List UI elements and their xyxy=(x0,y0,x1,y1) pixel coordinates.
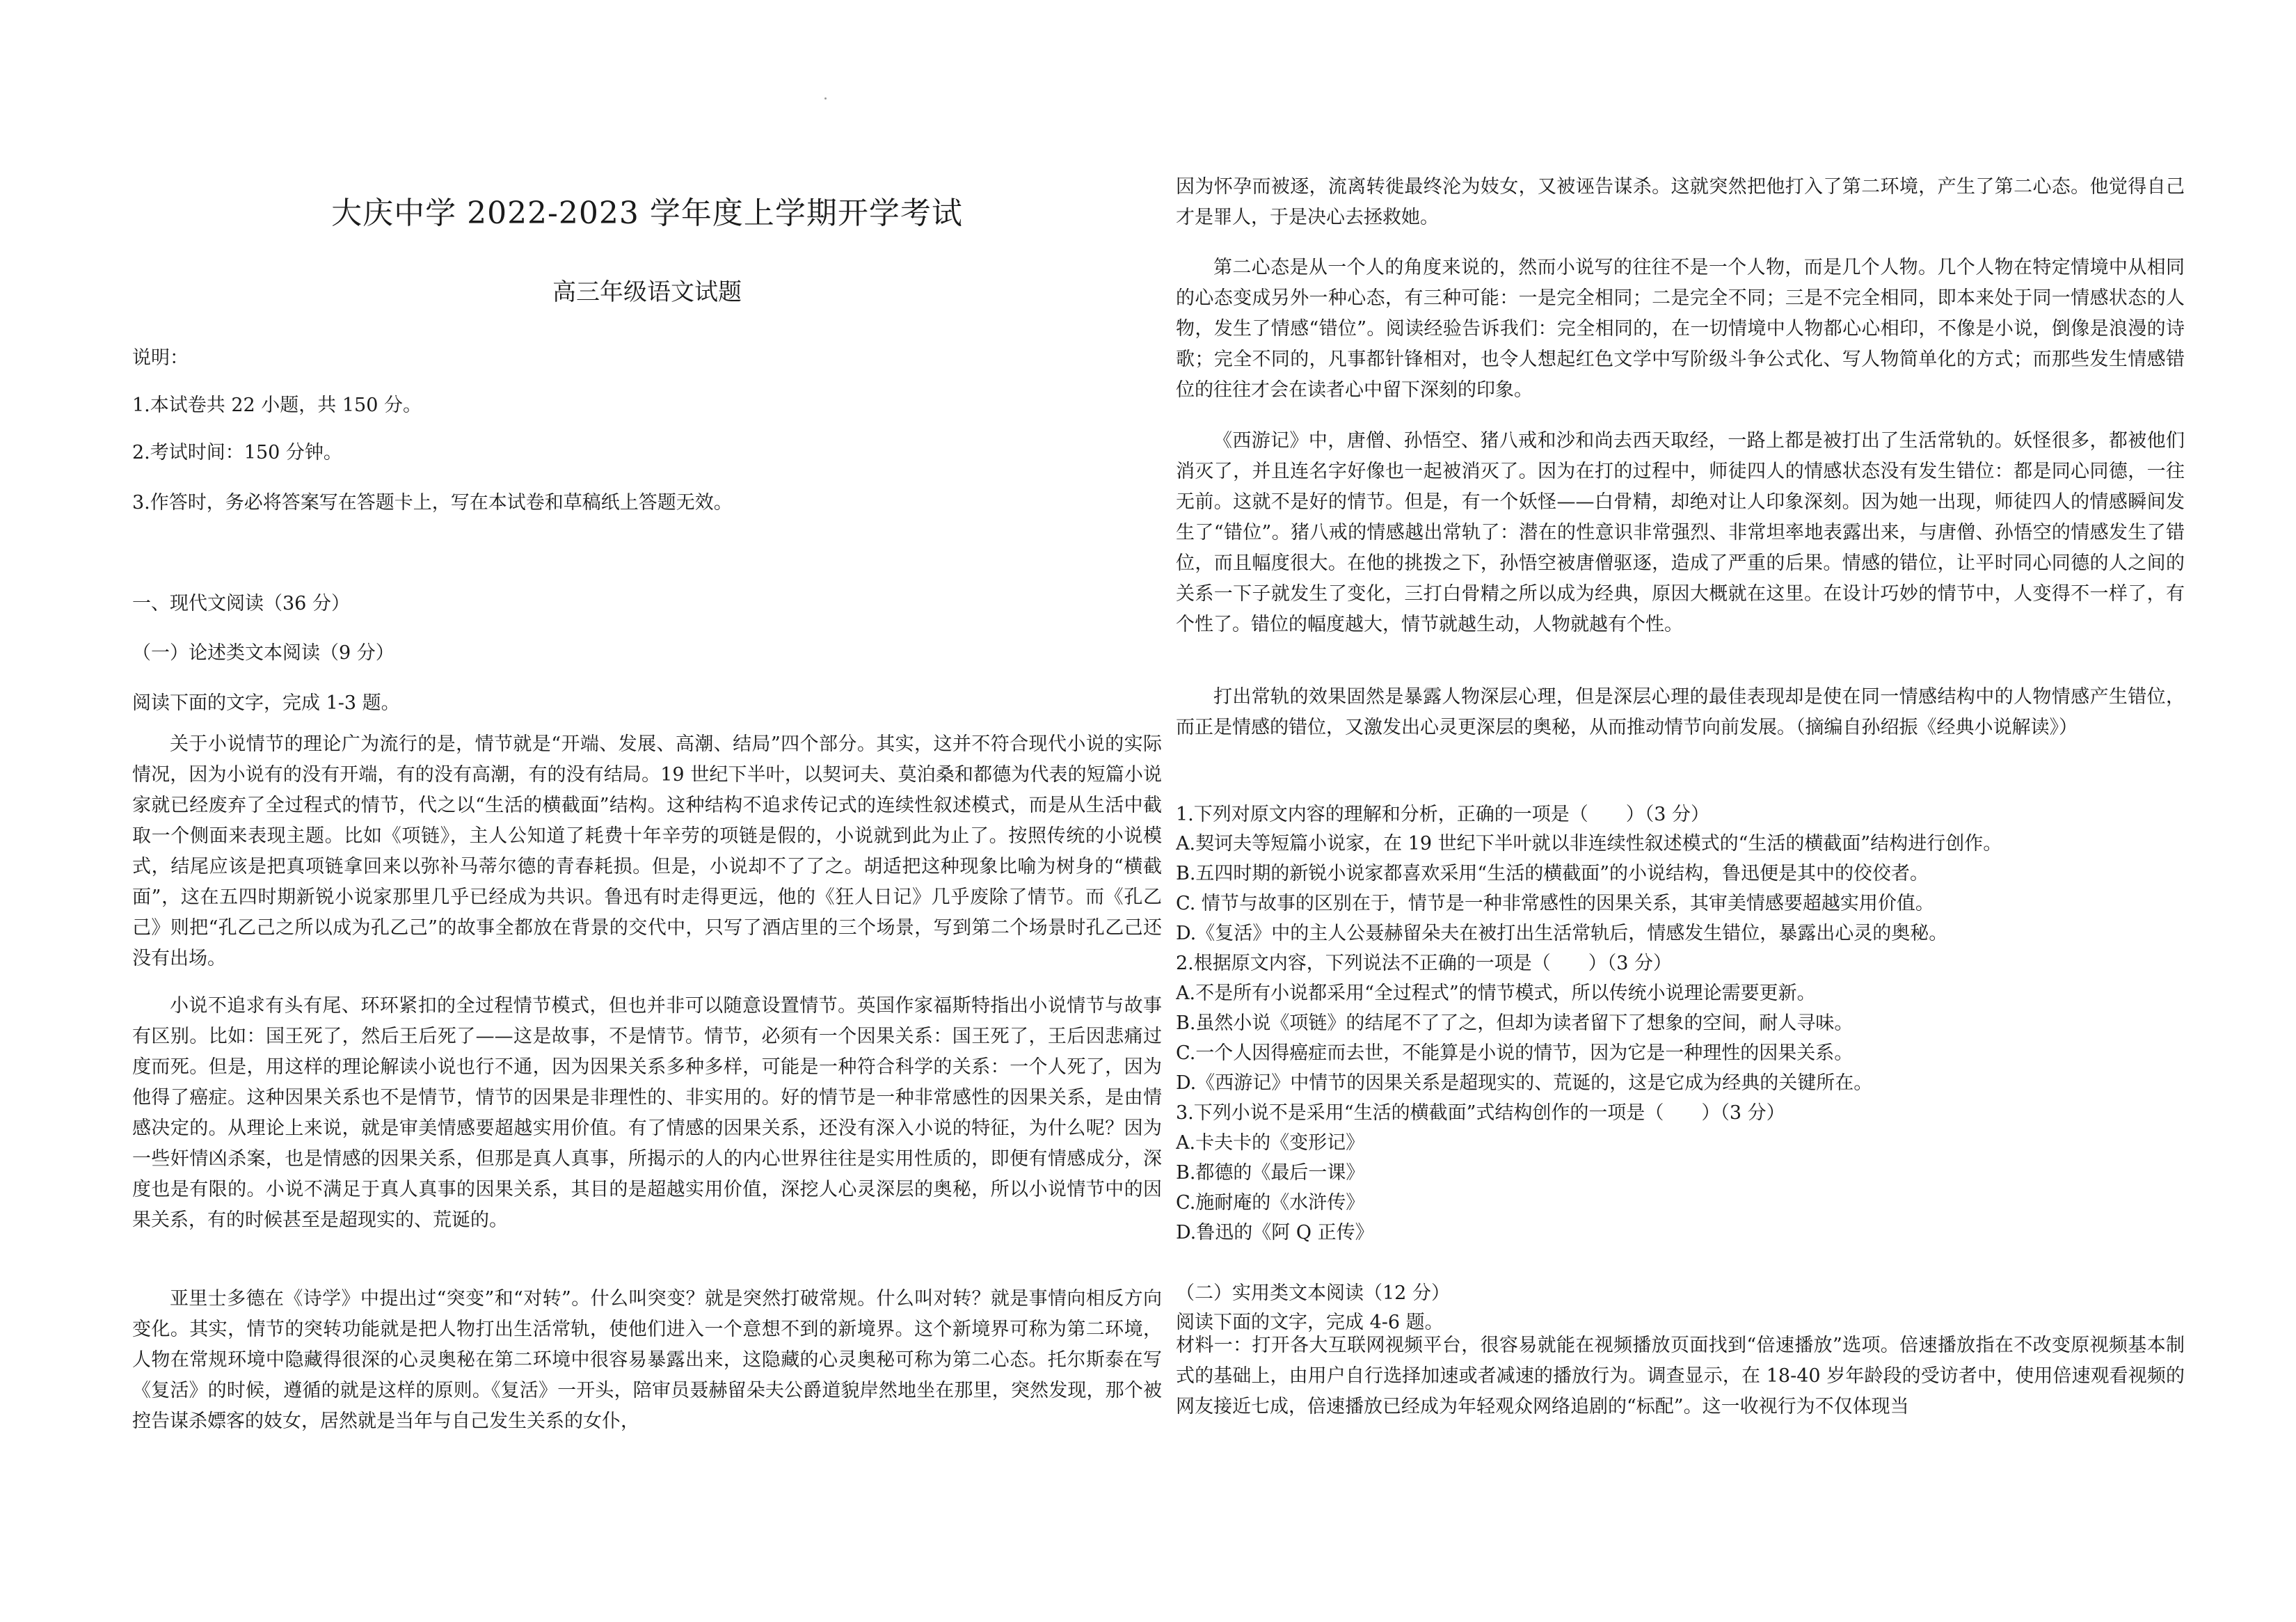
question-option: B.五四时期的新锐小说家都喜欢采用“生活的横截面”的小说结构，鲁迅便是其中的佼佼者。 xyxy=(1176,863,1929,884)
exam-subtitle: 高三年级语文试题 xyxy=(552,278,742,306)
question-option: C.施耐庵的《水浒传》 xyxy=(1176,1192,1365,1214)
question-option: A.契诃夫等短篇小说家，在 19 世纪下半叶就以非连续性叙述模式的“生活的横截面”结构进行创作。 xyxy=(1176,833,2002,854)
instruction-item: 2.考试时间：150 分钟。 xyxy=(132,442,342,463)
part-heading: （一）论述类文本阅读（9 分） xyxy=(132,642,394,664)
instruction-item: 3.作答时，务必将答案写在答题卡上，写在本试卷和草稿纸上答题无效。 xyxy=(132,492,733,514)
reading-prompt: 阅读下面的文字，完成 1-3 题。 xyxy=(132,692,400,714)
question-option: B.虽然小说《项链》的结尾不了了之，但却为读者留下了想象的空间，耐人寻味。 xyxy=(1176,1012,1853,1034)
question-option: C.一个人因得癌症而去世，不能算是小说的情节，因为它是一种理性的因果关系。 xyxy=(1176,1042,1853,1064)
question-option: D.《西游记》中情节的因果关系是超现实的、荒诞的，这是它成为经典的关键所在。 xyxy=(1176,1072,1873,1094)
question-option: A.卡夫卡的《变形记》 xyxy=(1176,1132,1365,1154)
passage-paragraph: 因为怀孕而被逐，流离转徙最终沦为妓女，又被诬告谋杀。这就突然把他打入了第二环境，产生了第二心态。他觉得自己才是罪人，于是决心去拯救她。 xyxy=(1176,176,2185,228)
question-stem: 3.下列小说不是采用“生活的横截面”式结构创作的一项是（ ）（3 分） xyxy=(1176,1102,1785,1124)
exam-title: 大庆中学 2022-2023 学年度上学期开学考试 xyxy=(331,196,963,231)
section-heading: 一、现代文阅读（36 分） xyxy=(132,593,350,614)
question-stem: 1.下列对原文内容的理解和分析，正确的一项是（ ）（3 分） xyxy=(1176,804,1710,825)
question-option: D.《复活》中的主人公聂赫留朵夫在被打出生活常轨后，情感发生错位，暴露出心灵的奥秘。 xyxy=(1176,923,1948,944)
question-option: D.鲁迅的《阿 Q 正传》 xyxy=(1176,1222,1374,1243)
passage-paragraph: 小说不追求有头有尾、环环紧扣的全过程情节模式，但也并非可以随意设置情节。英国作家福斯特指出小说情节与故事有区别。比如：国王死了，然后王后死了——这是故事，不是情节。情节，必须有一个因果关系：国王死了，王后因悲痛过度而死。但是，用这样的理论解读小说也行不通，因为因果关系多种多样，可能是一种符合科学的关系：一个人死了，因为他得了癌症。这种因果关系也不是情节，情节的因果是非理性的、非实用的。好的情节是一种非常感性的因果关系，是由情感决定的。从理论上来说，就是审美情感要超越实用价值。有了情感的因果关系，还没有深入小说的特征，为什么呢？因为一些奸情凶杀案，也是情感的因果关系，但那是真人真事，所揭示的人的内心世界往往是实用性质的，即便有情感成分，深度也是有限的。小说不满足于真人真事的因果关系，其目的是超越实用价值，深挖人心灵深层的奥秘，所以小说情节中的因果关系，有的时候甚至是超现实的、荒诞的。 xyxy=(132,995,1162,1231)
material-paragraph: 材料一：打开各大互联网视频平台，很容易就能在视频播放页面找到“倍速播放”选项。倍速播放指在不改变原视频基本制式的基础上，由用户自行选择加速或者减速的播放行为。调查显示，在 18-40 岁年龄段的受访者中，使用倍速观看视频的网友接近七成，倍速播放已经成为年轻观众网络追剧的“标配”。这一收视行为不仅体现当 xyxy=(1176,1335,2185,1417)
instructions-heading: 说明： xyxy=(132,347,189,369)
question-option: B.都德的《最后一课》 xyxy=(1176,1162,1365,1184)
passage-paragraph: 亚里士多德在《诗学》中提出过“突变”和“对转”。什么叫突变？就是突然打破常规。什么叫对转？就是事情向相反方向变化。其实，情节的突转功能就是把人物打出生活常轨，使他们进入一个意想不到的新境界。这个新境界可称为第二环境，人物在常规环境中隐藏得很深的心灵奥秘在第二环境中很容易暴露出来，这隐藏的心灵奥秘可称为第二心态。托尔斯泰在写《复活》的时候，遵循的就是这样的原则。《复活》一开头，陪审员聂赫留朵夫公爵道貌岸然地坐在那里，突然发现，那个被控告谋杀嫖客的妓女，居然就是当年与自己发生关系的女仆， xyxy=(132,1288,1162,1432)
reading-prompt: 阅读下面的文字，完成 4-6 题。 xyxy=(1176,1312,1444,1333)
scan-speck xyxy=(824,97,827,100)
passage-paragraph: 《西游记》中，唐僧、孙悟空、猪八戒和沙和尚去西天取经，一路上都是被打出了生活常轨的。妖怪很多，都被他们消灭了，并且连名字好像也一起被消灭了。因为在打的过程中，师徒四人的情感状态没有发生错位：都是同心同德，一往无前。这就不是好的情节。但是，有一个妖怪——白骨精，却绝对让人印象深刻。因为她一出现，师徒四人的情感瞬间发生了“错位”。猪八戒的情感越出常轨了：潜在的性意识非常强烈、非常坦率地表露出来，与唐僧、孙悟空的情感发生了错位，而且幅度很大。在他的挑拨之下，孙悟空被唐僧驱逐，造成了严重的后果。情感的错位，让平时同心同德的人之间的关系一下子就发生了变化，三打白骨精之所以成为经典，原因大概就在这里。在设计巧妙的情节中，人变得不一样了，有个性了。错位的幅度越大，情节就越生动，人物就越有个性。 xyxy=(1176,430,2185,635)
question-option: A.不是所有小说都采用“全过程式”的情节模式，所以传统小说理论需要更新。 xyxy=(1176,983,1816,1004)
passage-paragraph: 打出常轨的效果固然是暴露人物深层心理，但是深层心理的最佳表现却是使在同一情感结构中的人物情感产生错位，而正是情感的错位，又激发出心灵更深层的奥秘，从而推动情节向前发展。（摘编自孙绍振《经典小说解读》） xyxy=(1176,686,2185,738)
passage-paragraph: 关于小说情节的理论广为流行的是，情节就是“开端、发展、高潮、结局”四个部分。其实，这并不符合现代小说的实际情况，因为小说有的没有开端，有的没有高潮，有的没有结局。19 世纪下半叶，以契诃夫、莫泊桑和都德为代表的短篇小说家就已经废弃了全过程式的情节，代之以“生活的横截面”结构。这种结构不追求传记式的连续性叙述模式，而是从生活中截取一个侧面来表现主题。比如《项链》，主人公知道了耗费十年辛劳的项链是假的，小说就到此为止了。按照传统的小说模式，结尾应该是把真项链拿回来以弥补马蒂尔德的青春耗损。但是，小说却不了了之。胡适把这种现象比喻为树身的“横截面”，这在五四时期新锐小说家那里几乎已经成为共识。鲁迅有时走得更远，他的《狂人日记》几乎废除了情节。而《孔乙己》则把“孔乙己之所以成为孔乙己”的故事全都放在背景的交代中，只写了酒店里的三个场景，写到第二个场景时孔乙己还没有出场。 xyxy=(132,733,1162,969)
part-heading: （二）实用类文本阅读（12 分） xyxy=(1176,1282,1450,1304)
instruction-item: 1.本试卷共 22 小题，共 150 分。 xyxy=(132,395,422,416)
question-stem: 2.根据原文内容，下列说法不正确的一项是（ ）（3 分） xyxy=(1176,953,1673,974)
question-option: C. 情节与故事的区别在于，情节是一种非常感性的因果关系，其审美情感要超越实用价值。 xyxy=(1176,893,1934,914)
passage-paragraph: 第二心态是从一个人的角度来说的，然而小说写的往往不是一个人物，而是几个人物。几个人物在特定情境中从相同的心态变成另外一种心态，有三种可能：一是完全相同；二是完全不同；三是不完全相同，即本来处于同一情感状态的人物，发生了情感“错位”。阅读经验告诉我们：完全相同的，在一切情境中人物都心心相印，不像是小说，倒像是浪漫的诗歌；完全不同的，凡事都针锋相对，也令人想起红色文学中写阶级斗争公式化、写人物简单化的方式；而那些发生情感错位的往往才会在读者心中留下深刻的印象。 xyxy=(1176,257,2185,401)
